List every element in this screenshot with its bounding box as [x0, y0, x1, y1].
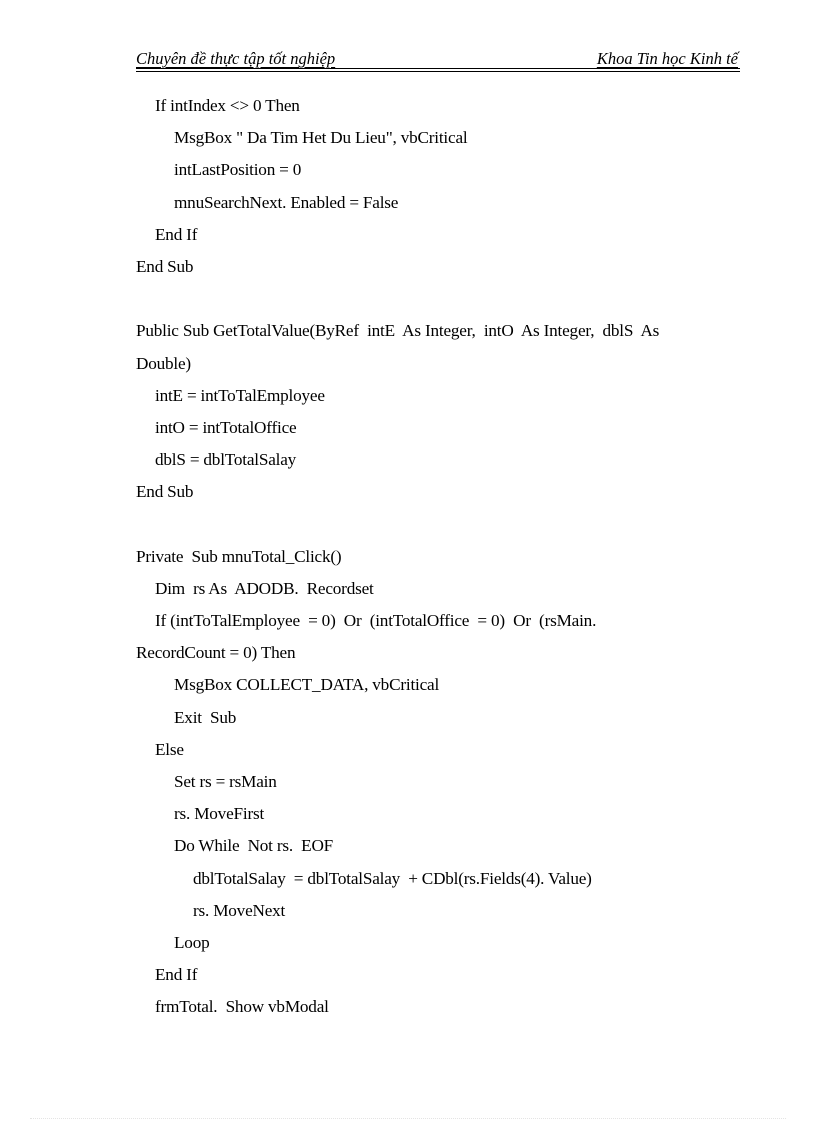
header-rule-bottom [136, 71, 740, 72]
code-blank-line [136, 283, 736, 315]
code-line: Dim rs As ADODB. Recordset [155, 578, 374, 598]
code-line: Else [155, 739, 184, 759]
header-left-title: Chuyên đề thực tập tốt nghiệp [136, 49, 336, 68]
code-line: Private Sub mnuTotal_Click() [136, 546, 342, 566]
code-line: intO = intTotalOffice [155, 417, 297, 437]
header-right-title: Khoa Tin học Kinh tế [596, 49, 738, 68]
code-line: Public Sub GetTotalValue(ByRef intE As Integer, intO As Integer, dblS As [136, 321, 660, 341]
code-line: Exit Sub [174, 707, 237, 727]
code-blank-line [136, 508, 736, 540]
code-line: intLastPosition = 0 [174, 160, 302, 180]
code-line: RecordCount = 0) Then [136, 643, 296, 663]
code-line: If (intToTalEmployee = 0) Or (intTotalOffice = 0) Or (rsMain. [155, 611, 597, 630]
code-line: End Sub [136, 256, 194, 276]
code-line: rs. MoveNext [193, 900, 286, 920]
code-line: Do While Not rs. EOF [174, 836, 334, 856]
code-listing [136, 90, 736, 1023]
code-line: dblS = dblTotalSalay [155, 450, 297, 470]
code-line: End If [155, 224, 198, 244]
header-rule-top [136, 68, 740, 69]
code-line: intE = intToTalEmployee [155, 385, 325, 405]
page-header [136, 46, 740, 72]
code-line: MsgBox COLLECT_DATA, vbCritical [174, 675, 440, 695]
code-line: Set rs = rsMain [174, 771, 277, 791]
code-line: frmTotal. Show vbModal [155, 997, 329, 1017]
code-line: Loop [174, 932, 210, 952]
code-line: mnuSearchNext. Enabled = False [174, 192, 399, 212]
code-line: rs. MoveFirst [174, 804, 265, 824]
code-line: Double) [136, 353, 191, 373]
code-line: End If [155, 965, 198, 985]
code-line: MsgBox " Da Tim Het Du Lieu", vbCritical [174, 128, 468, 148]
code-line: End Sub [136, 482, 194, 502]
page-bottom-border [30, 1118, 786, 1119]
code-line: If intIndex <> 0 Then [155, 96, 300, 115]
code-line: dblTotalSalay = dblTotalSalay + CDbl(rs.Fields(4). Value) [193, 868, 592, 888]
